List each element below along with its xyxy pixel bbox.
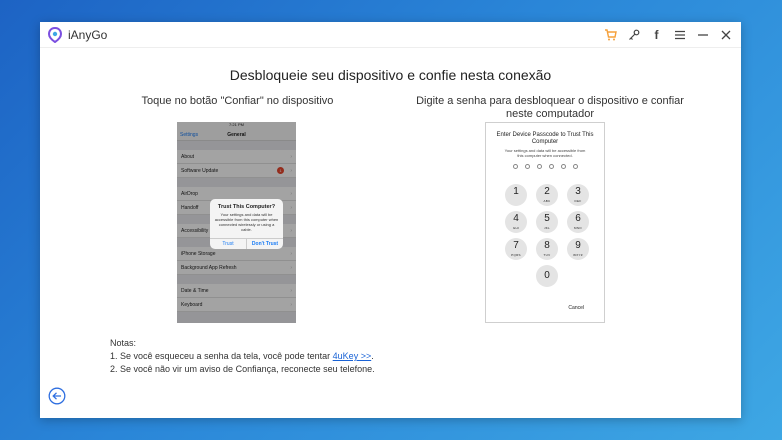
phone-row-airdrop: AirDrop ›	[177, 187, 296, 201]
key-1: 1	[505, 184, 527, 206]
phone-nav-title: General	[227, 132, 246, 138]
note-1: 1. Se você esqueceu a senha da tela, você pode tentar 4uKey >>.	[110, 351, 374, 361]
page-title: Desbloqueie seu dispositivo e confie nesta conexão	[229, 67, 552, 83]
phone-row-background-refresh: Background App Refresh ›	[177, 261, 296, 275]
key-4: 4 GHI	[505, 211, 527, 233]
passcode-illustration	[485, 122, 605, 323]
key-5: 5 JKL	[536, 211, 558, 233]
ianygo-logo-icon	[47, 27, 63, 43]
phone-row-about: About ›	[177, 150, 296, 164]
key-7: 7 PQRS	[505, 238, 527, 260]
phone-row-accessibility: Accessibility ›	[177, 224, 296, 238]
key-0: 0	[536, 265, 558, 287]
phone-back-label: Settings	[180, 132, 199, 138]
passcode-cancel: Cancel	[568, 305, 584, 311]
notes-section	[110, 337, 375, 376]
phone-row-handoff: Handoff ›	[177, 201, 296, 215]
key-9: 9 WXYZ	[567, 238, 589, 260]
passcode-dots	[486, 164, 604, 169]
phone-status-bar: 7:21 PM	[177, 122, 296, 128]
facebook-glyph: f	[654, 27, 659, 42]
minimize-icon[interactable]	[693, 25, 712, 44]
facebook-icon[interactable]	[647, 25, 666, 44]
update-badge: 1	[277, 167, 284, 174]
passcode-title: Enter Device Passcode to Trust This Computer	[496, 132, 594, 145]
menu-icon[interactable]	[670, 25, 689, 44]
trust-alert-title: Trust This Computer?	[217, 204, 276, 210]
key-8: 8 TUV	[536, 238, 558, 260]
trust-button: Trust	[222, 241, 234, 247]
dont-trust-button: Don't Trust	[246, 239, 283, 249]
close-icon[interactable]	[716, 25, 735, 44]
trust-alert	[210, 199, 283, 249]
phone-row-keyboard: Keyboard ›	[177, 298, 296, 312]
notes-heading: Notas:	[110, 338, 137, 348]
back-arrow-icon[interactable]	[48, 387, 66, 405]
cart-icon[interactable]	[601, 25, 620, 44]
passcode-body: Your settings and data will be accessible from this computer when connected.	[504, 148, 586, 158]
key-6: 6 MNO	[567, 211, 589, 233]
4ukey-link[interactable]: 4uKey >>	[332, 351, 372, 361]
app-title: iAnyGo	[68, 28, 108, 42]
key-2: 2 ABC	[536, 184, 558, 206]
phone-row-date-time: Date & Time ›	[177, 284, 296, 298]
app-window	[40, 22, 741, 418]
key-icon[interactable]	[624, 25, 643, 44]
title-bar	[40, 22, 741, 48]
left-instruction: Toque no botão "Confiar" no dispositivo	[141, 95, 334, 107]
right-instruction: Digite a senha para desbloquear o dispositivo e confiar neste computador	[416, 95, 684, 118]
phone-row-iphone-storage: iPhone Storage ›	[177, 247, 296, 261]
note-2: 2. Se você não vir um aviso de Confiança, reconecte seu telefone.	[110, 364, 375, 374]
iphone-trust-illustration	[177, 122, 296, 323]
phone-row-software-update: Software Update 1 ›	[177, 164, 296, 178]
key-3: 3 DEF	[567, 184, 589, 206]
trust-alert-body: Your settings and data will be accessible from this computer when connected wirelessly or using a cable.	[214, 212, 279, 232]
